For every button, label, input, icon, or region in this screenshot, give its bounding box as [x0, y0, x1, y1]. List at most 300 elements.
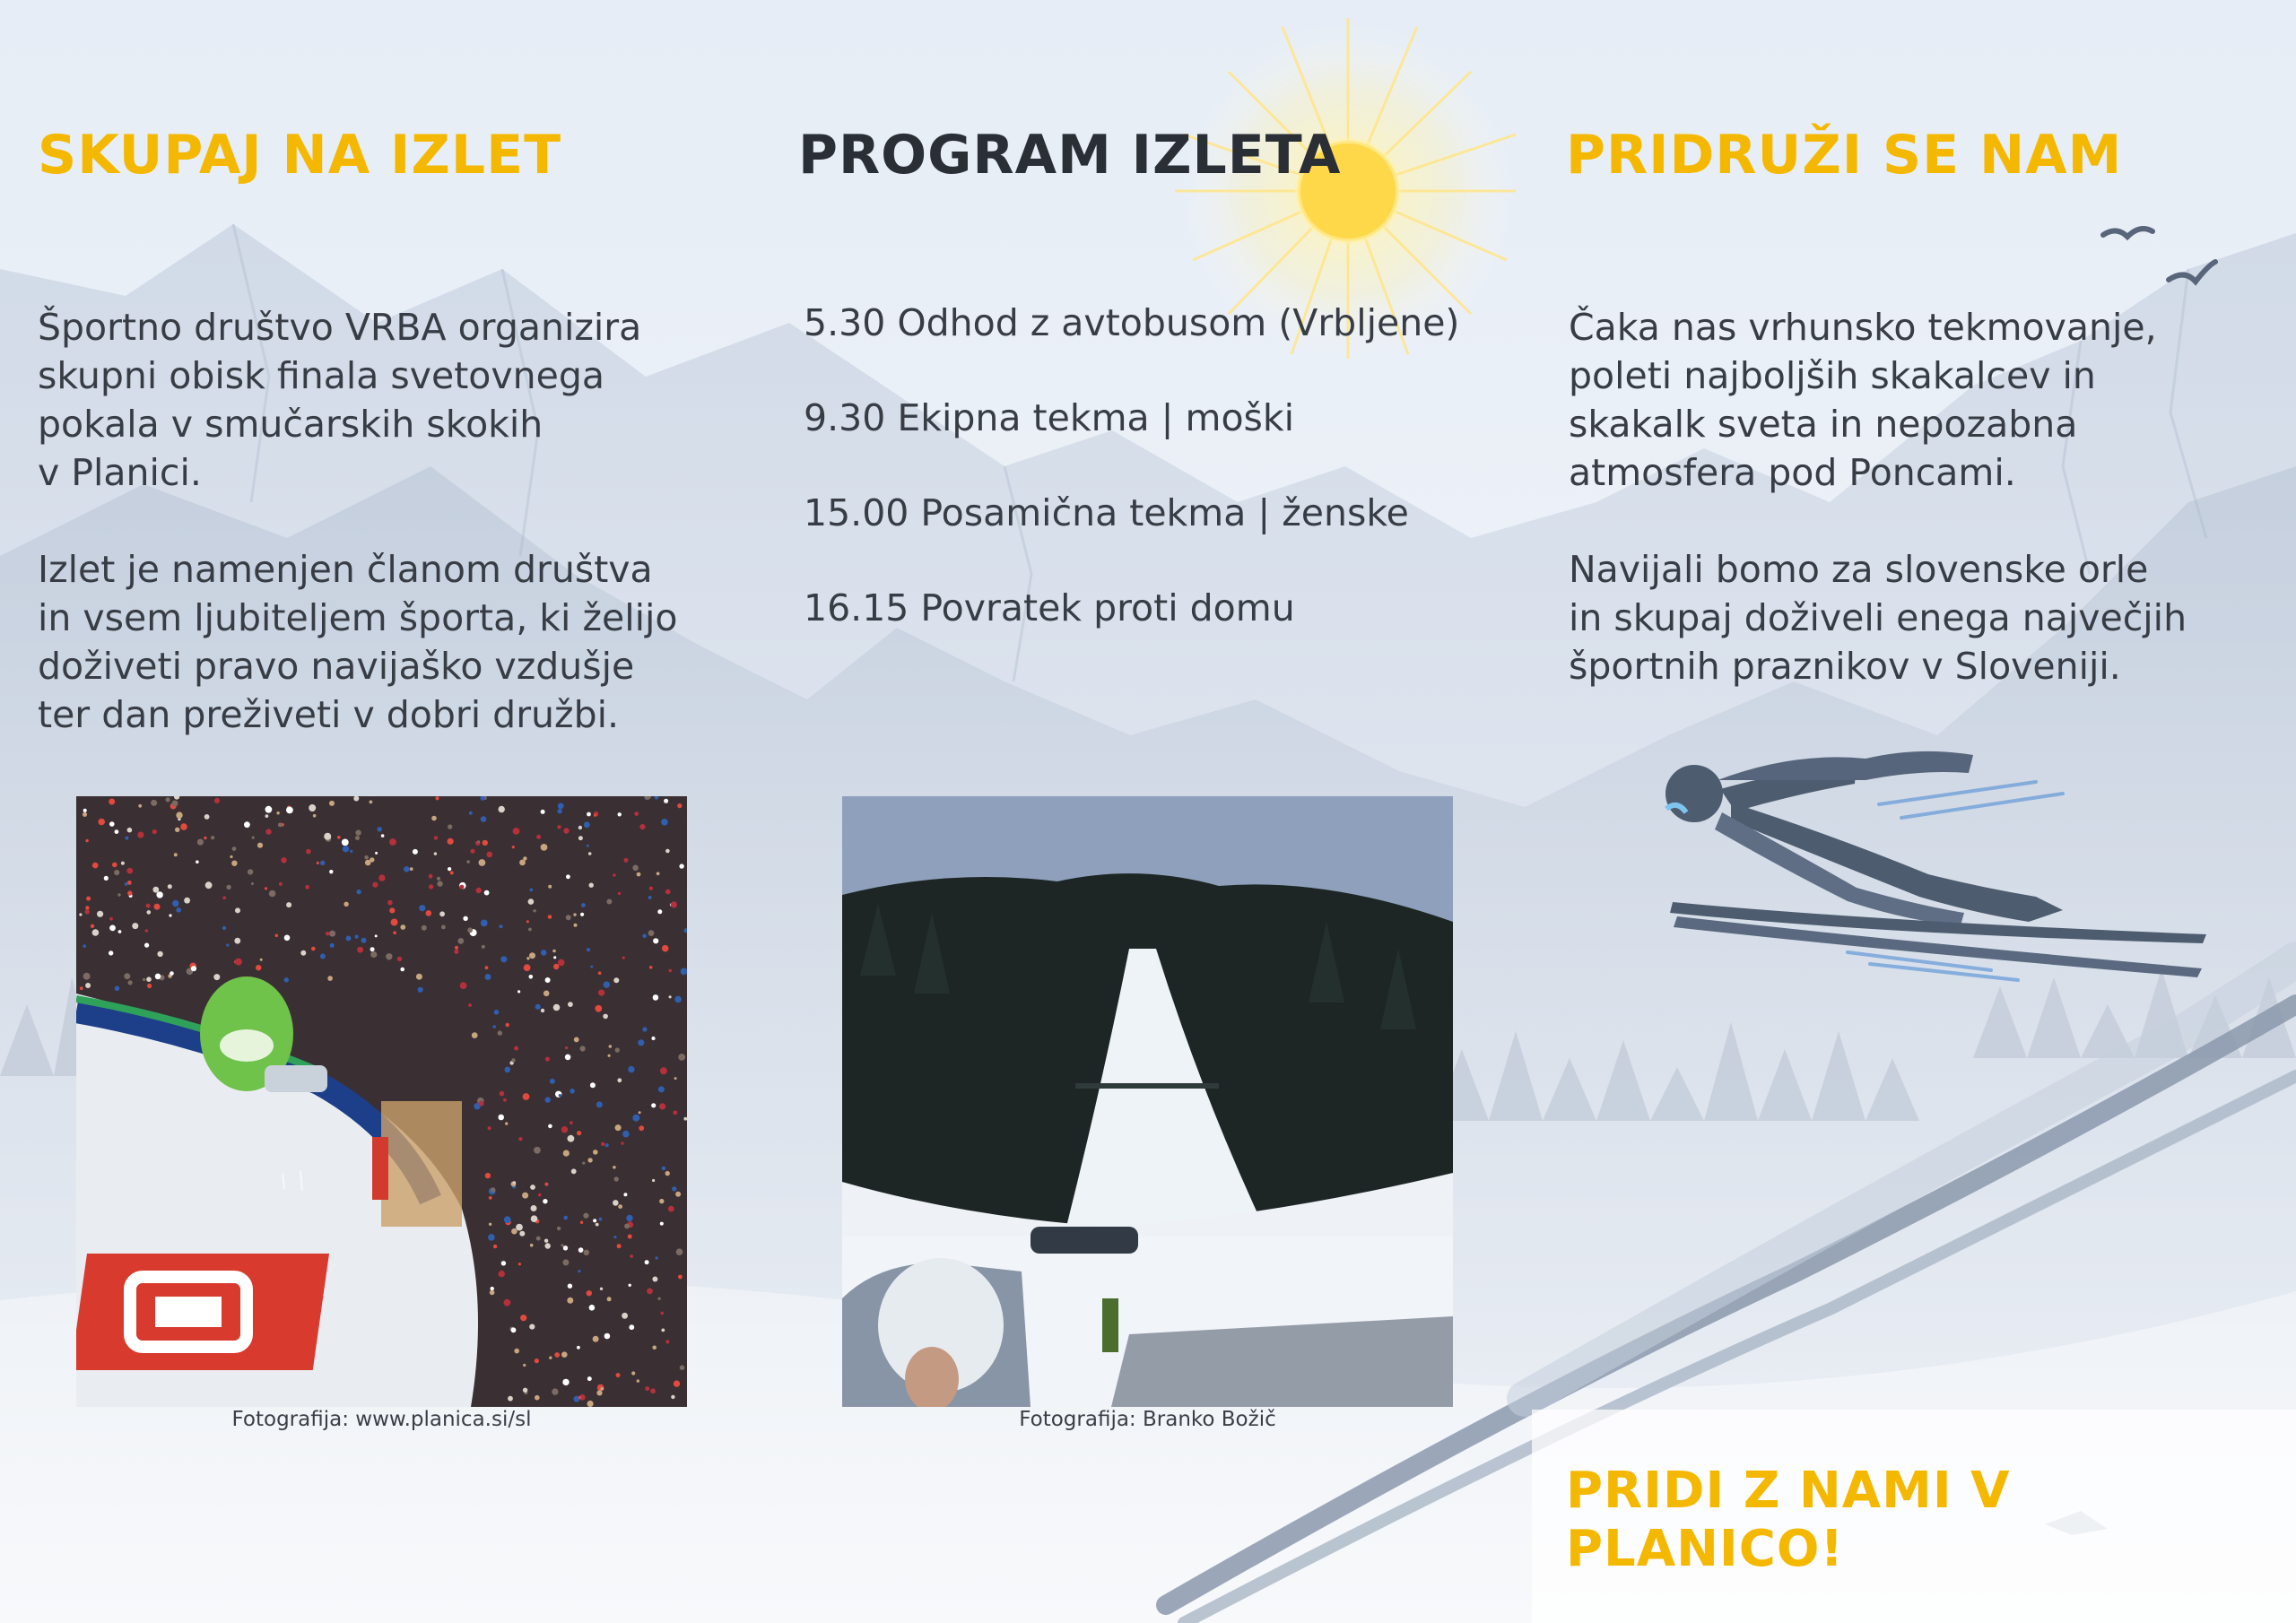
crowd-speck — [574, 1037, 579, 1043]
crowd-speck — [582, 1162, 585, 1165]
crowd-speck — [658, 1086, 665, 1092]
crowd-speck — [535, 1358, 539, 1363]
crowd-speck — [645, 1386, 649, 1391]
text-line: doživeti pravo navijaško vzdušje — [38, 645, 635, 688]
crowd-speck — [631, 1371, 635, 1375]
crowd-speck — [662, 945, 669, 952]
crowd-speck — [634, 812, 639, 816]
crowd-speck — [613, 1166, 616, 1169]
crowd-speck — [477, 840, 480, 843]
crowd-speck — [565, 1046, 568, 1049]
crowd-speck — [151, 800, 157, 806]
crowd-speck — [523, 856, 526, 860]
crowd-speck — [563, 828, 569, 833]
crowd-speck — [598, 990, 604, 996]
crowd-speck — [109, 950, 113, 955]
crowd-speck — [562, 1259, 569, 1265]
crowd-speck — [589, 883, 594, 888]
crowd-speck — [577, 1346, 580, 1350]
text-line: športnih praznikov v Sloveniji. — [1569, 645, 2121, 688]
crowd-speck — [665, 1171, 670, 1176]
crowd-speck — [604, 1333, 611, 1340]
crowd-speck — [127, 828, 133, 833]
crowd-speck — [587, 1158, 592, 1162]
crowd-speck — [593, 1219, 596, 1222]
crowd-speck — [583, 1213, 588, 1219]
crowd-speck — [549, 1357, 552, 1359]
crowd-speck — [529, 952, 535, 959]
crowd-speck — [448, 824, 452, 829]
crowd-speck — [638, 1039, 644, 1046]
crowd-speck — [676, 1248, 683, 1255]
crowd-speck — [615, 1047, 620, 1052]
crowd-speck — [661, 1329, 665, 1332]
crowd-speck — [397, 957, 402, 961]
crowd-speck — [127, 890, 132, 895]
crowd-speck — [639, 1111, 641, 1114]
crowd-speck — [523, 1093, 530, 1100]
crowd-speck — [624, 858, 629, 863]
text-line: poleti najboljših skakalcev in — [1569, 354, 2096, 397]
crowd-speck — [493, 1245, 497, 1248]
crowd-speck — [679, 864, 683, 868]
crowd-speck — [678, 1275, 683, 1280]
crowd-speck — [629, 1324, 634, 1330]
crowd-speck — [490, 1290, 495, 1296]
crowd-speck — [83, 809, 87, 812]
crowd-speck — [530, 1185, 535, 1190]
crowd-speck — [232, 846, 237, 851]
crowd-speck — [364, 855, 369, 860]
crowd-speck — [648, 930, 655, 936]
crowd-speck — [587, 1376, 592, 1381]
crowd-speck — [391, 919, 398, 926]
crowd-speck — [655, 1256, 657, 1259]
crowd-speck — [568, 1135, 575, 1142]
text-line: ter dan preživeti v dobri družbi. — [38, 693, 620, 736]
crowd-speck — [124, 973, 130, 979]
crowd-speck — [426, 910, 432, 916]
crowd-speck — [529, 975, 534, 979]
crowd-speck — [125, 837, 128, 840]
crowd-speck — [533, 909, 535, 912]
text-line: atmosfera pod Poncami. — [1569, 451, 2016, 494]
crowd-speck — [222, 896, 226, 899]
crowd-speck — [512, 846, 515, 848]
crowd-speck — [346, 936, 352, 942]
crowd-speck — [596, 1223, 599, 1227]
crowd-speck — [248, 869, 253, 874]
crowd-speck — [357, 947, 363, 953]
crowd-speck — [600, 1387, 604, 1391]
crowd-speck — [545, 977, 551, 983]
crowd-speck — [618, 892, 621, 895]
crowd-speck — [536, 835, 541, 839]
crowd-speck — [109, 925, 116, 932]
crowd-speck — [573, 913, 576, 916]
crowd-speck — [109, 799, 115, 805]
crowd-speck — [257, 843, 263, 848]
crowd-speck — [286, 902, 291, 907]
crowd-speck — [500, 956, 507, 962]
crowd-speck — [284, 935, 291, 942]
crowd-speck — [166, 797, 170, 802]
crowd-speck — [593, 1336, 599, 1342]
crowd-speck — [489, 1196, 492, 1200]
crowd-speck — [330, 943, 335, 948]
crowd-speck — [169, 914, 171, 916]
ski-jump-hill-photo — [842, 796, 1453, 1407]
crowd-speck — [117, 893, 120, 896]
crowd-speck — [519, 1231, 525, 1237]
crowd-speck — [563, 1245, 568, 1250]
crowd-speck — [214, 798, 220, 803]
crowd-speck — [92, 929, 100, 936]
crowd-speck — [517, 990, 520, 993]
crowd-speck — [472, 1032, 478, 1038]
crowd-speck — [578, 836, 583, 840]
crowd-speck — [568, 1002, 573, 1007]
crowd-speck — [459, 885, 464, 890]
crowd-speck — [501, 1261, 506, 1265]
crowd-speck — [598, 971, 602, 975]
crowd-speck — [557, 1227, 561, 1230]
crowd-speck — [235, 959, 242, 966]
crowd-speck — [286, 807, 293, 814]
crowd-speck — [571, 1168, 577, 1174]
crowd-speck — [541, 810, 545, 814]
crowd-speck — [172, 900, 178, 907]
crowd-speck — [329, 801, 335, 806]
crowd-speck — [83, 812, 87, 817]
crowd-speck — [132, 923, 138, 929]
crowd-speck — [85, 906, 89, 909]
crowd-speck — [669, 995, 672, 998]
crowd-speck — [652, 1346, 657, 1350]
crowd-speck — [381, 834, 385, 838]
crowd-speck — [197, 839, 204, 846]
crowd-speck — [492, 1025, 496, 1028]
crowd-speck — [580, 1046, 586, 1051]
crowd-speck — [561, 1244, 563, 1246]
crowd-speck — [86, 897, 91, 901]
crowd-speck — [356, 890, 361, 894]
crowd-speck — [155, 974, 161, 980]
crowd-speck — [309, 804, 316, 812]
crowd-speck — [500, 1091, 505, 1097]
crowd-speck — [145, 929, 149, 933]
crowd-speck — [609, 1045, 613, 1048]
crowd-speck — [652, 1277, 657, 1282]
crowd-speck — [320, 861, 325, 865]
crowd-speck — [370, 801, 373, 804]
crowd-speck — [378, 874, 385, 881]
crowd-speck — [642, 934, 647, 939]
right-title: PRIDRUŽI SE NAM — [1566, 124, 2123, 187]
crowd-speck — [85, 909, 90, 914]
crowd-speck — [558, 959, 565, 967]
crowd-speck — [671, 1395, 674, 1399]
crowd-speck — [530, 889, 534, 892]
left-intro-paragraph — [38, 303, 719, 497]
crowd-speck — [260, 959, 263, 961]
crowd-speck — [284, 977, 289, 982]
crowd-speck — [361, 938, 367, 943]
crowd-speck — [370, 947, 375, 951]
crowd-speck — [170, 971, 174, 976]
crowd-speck — [513, 828, 520, 835]
crowd-speck — [324, 833, 331, 840]
ski-jump-photo-caption: Fotografija: Branko Božič — [1019, 1408, 1276, 1431]
crowd-speck — [485, 1173, 491, 1178]
crowd-speck — [672, 1186, 676, 1191]
crowd-speck — [523, 1388, 527, 1393]
crowd-speck — [213, 974, 220, 980]
crowd-speck — [400, 968, 404, 972]
crowd-speck — [422, 925, 427, 931]
crowd-speck — [439, 911, 445, 916]
crowd-speck — [80, 986, 83, 990]
crowd-speck — [191, 966, 196, 971]
crowd-speck — [488, 1234, 495, 1241]
crowd-speck — [144, 943, 149, 948]
crowd-speck — [531, 1215, 538, 1222]
crowd-speck — [393, 931, 396, 934]
crowd-speck — [184, 898, 190, 904]
crowd-speck — [505, 1067, 511, 1073]
crowd-speck — [518, 1263, 521, 1265]
crowd-speck — [505, 1122, 508, 1124]
crowd-speck — [574, 924, 578, 927]
crowd-speck — [545, 1243, 551, 1248]
crowd-speck — [479, 1101, 484, 1107]
crowd-speck — [251, 882, 254, 885]
crowd-speck — [587, 1401, 594, 1407]
crowd-speck — [544, 1183, 548, 1186]
crowd-speck — [674, 1077, 677, 1080]
crowd-speck — [599, 1218, 603, 1221]
crowd-speck — [375, 852, 378, 855]
crowd-speck — [650, 1388, 656, 1393]
crowd-speck — [552, 1388, 558, 1394]
crowd-speck — [544, 991, 550, 997]
crowd-speck — [657, 1298, 660, 1300]
crowd-speck — [565, 1055, 571, 1061]
crowd-speck — [552, 950, 556, 953]
crowd-speck — [265, 806, 273, 813]
crowd-speck — [168, 884, 172, 889]
crowd-speck — [553, 1004, 561, 1011]
crowd-speck — [491, 1287, 494, 1290]
crowd-speck — [605, 1143, 609, 1147]
crowd-speck — [450, 871, 454, 874]
crowd-speck — [204, 814, 210, 820]
crowd-speck — [548, 885, 552, 889]
text-line: Športno društvo VRBA organizira — [38, 306, 642, 349]
crowd-speck — [618, 1204, 622, 1209]
crowd-speck — [126, 868, 133, 874]
crowd-speck — [306, 849, 311, 855]
crowd-speck — [526, 920, 529, 923]
crowd-speck — [541, 1009, 544, 1012]
crowd-speck — [600, 1288, 603, 1290]
crowd-speck — [470, 849, 474, 854]
crowd-speck — [593, 1150, 598, 1155]
right-support-paragraph — [1569, 545, 2250, 690]
crowd-speck — [355, 935, 359, 939]
crowd-speck — [211, 836, 214, 839]
crowd-speck — [511, 1058, 515, 1062]
crowd-speck — [665, 890, 671, 895]
crowd-speck — [578, 826, 582, 829]
crowd-speck — [389, 907, 395, 913]
crowd-speck — [660, 1312, 664, 1315]
crowd-speck — [413, 849, 418, 855]
crowd-speck — [617, 1244, 622, 1248]
crowd-speck — [278, 822, 283, 827]
crowd-speck — [504, 1299, 511, 1306]
crowd-speck — [487, 852, 493, 858]
crowd-speck — [137, 832, 144, 838]
crowd-speck — [626, 1215, 632, 1221]
crowd-speck — [429, 874, 433, 879]
crowd-speck — [204, 837, 206, 839]
text-line: skupni obisk finala svetovnega — [38, 354, 605, 397]
crowd-speck — [156, 891, 162, 898]
crowd-photo-caption: Fotografija: www.planica.si/sl — [231, 1408, 532, 1431]
crowd-speck — [175, 828, 179, 832]
crowd-speck — [613, 1200, 619, 1206]
crowd-speck — [269, 890, 276, 898]
crowd-speck — [115, 986, 120, 992]
crowd-speck — [596, 1101, 603, 1107]
crowd-speck — [499, 1271, 505, 1277]
crowd-speck — [320, 954, 326, 959]
crowd-speck — [639, 1125, 644, 1131]
crowd-speck — [265, 814, 269, 818]
crowd-speck — [567, 1298, 573, 1304]
text-line: Izlet je namenjen članom društva — [38, 548, 653, 591]
crowd-speck — [337, 836, 341, 839]
crowd-speck — [536, 1237, 541, 1241]
crowd-speck — [176, 812, 182, 818]
crowd-speck — [553, 956, 556, 959]
crowd-speck — [479, 859, 486, 866]
crowd-speck — [234, 938, 240, 944]
crowd-speck — [311, 947, 316, 951]
crowd-speck — [265, 829, 271, 834]
crowd-speck — [435, 796, 439, 800]
crowd-speck — [622, 1131, 630, 1138]
crowd-speck — [85, 839, 88, 842]
crowd-speck — [674, 996, 682, 1003]
crowd-speck — [606, 899, 612, 905]
crowd-speck — [467, 927, 473, 933]
crowd-speck — [97, 911, 103, 917]
crowd-speck — [112, 863, 117, 868]
crowd-speck — [143, 978, 145, 981]
crowd-speck — [651, 1037, 655, 1040]
crowd-speck — [550, 1079, 555, 1084]
crowd-speck — [607, 1297, 612, 1301]
crowd-speck — [344, 902, 348, 907]
crowd-speck — [276, 812, 279, 814]
crowd-speck — [554, 1352, 560, 1358]
crowd-speck — [172, 801, 178, 807]
crowd-speck — [514, 1046, 518, 1051]
crowd-speck — [639, 824, 645, 829]
crowd-speck — [118, 930, 122, 933]
crowd-speck — [329, 870, 333, 873]
crowd-speck — [544, 1239, 548, 1243]
crowd-speck — [538, 1193, 542, 1197]
crowd-speck — [85, 983, 91, 988]
crowd-speck — [513, 1181, 516, 1184]
crowd-speck — [235, 907, 240, 913]
crowd-speck — [418, 987, 423, 993]
crowd-speck — [520, 1315, 526, 1321]
crowd-speck — [485, 974, 491, 980]
crowd-speck — [545, 1057, 550, 1062]
crowd-speck — [503, 1098, 507, 1102]
crowd-speck — [466, 860, 470, 864]
crowd-speck — [127, 881, 132, 885]
crowd-speck — [665, 1340, 669, 1343]
crowd-speck — [590, 966, 593, 968]
crowd-speck — [279, 882, 283, 886]
crowd-speck — [244, 821, 250, 828]
crowd-speck — [637, 872, 641, 877]
call-to-action-text: PRIDI Z NAMI V PLANICO! — [1566, 1462, 2011, 1578]
crowd-speck — [147, 910, 152, 915]
crowd-speck — [372, 882, 378, 888]
crowd-speck — [230, 855, 232, 858]
crowd-speck — [275, 934, 279, 938]
crowd-speck — [529, 1324, 535, 1330]
crowd-speck — [587, 845, 589, 847]
crowd-speck — [584, 821, 590, 828]
crowd-speck — [300, 950, 306, 956]
crowd-speck — [437, 881, 442, 886]
crowd-speck — [114, 870, 119, 875]
crowd-speck — [662, 1167, 666, 1171]
crowd-speck — [511, 1228, 517, 1235]
crowd-speck — [174, 853, 178, 856]
crowd-speck — [680, 1365, 685, 1370]
crowd-speck — [491, 1187, 495, 1192]
text-line: Čaka nas vrhunsko tekmovanje, — [1569, 306, 2157, 349]
crowd-speck — [226, 885, 230, 890]
crowd-speck — [454, 950, 458, 954]
crowd-speck — [659, 1103, 665, 1109]
crowd-speck — [429, 884, 433, 889]
crowd-speck — [660, 1067, 667, 1074]
crowd-speck — [543, 1199, 547, 1203]
crowd-speck — [568, 1284, 572, 1289]
crowd-speck — [648, 896, 652, 899]
crowd-speck — [434, 836, 438, 839]
crowd-speck — [498, 1115, 504, 1121]
crowd-speck — [671, 901, 677, 907]
crowd-speck — [378, 827, 382, 831]
crowd-speck — [668, 969, 672, 973]
middle-title: PROGRAM IZLETA — [798, 124, 1342, 187]
schedule-item: 9.30 Ekipna tekma | moški — [804, 396, 1295, 439]
crowd-speck — [624, 1224, 630, 1229]
crowd-speck — [563, 1150, 570, 1157]
crowd-speck — [588, 852, 592, 855]
crowd-speck — [566, 874, 570, 879]
